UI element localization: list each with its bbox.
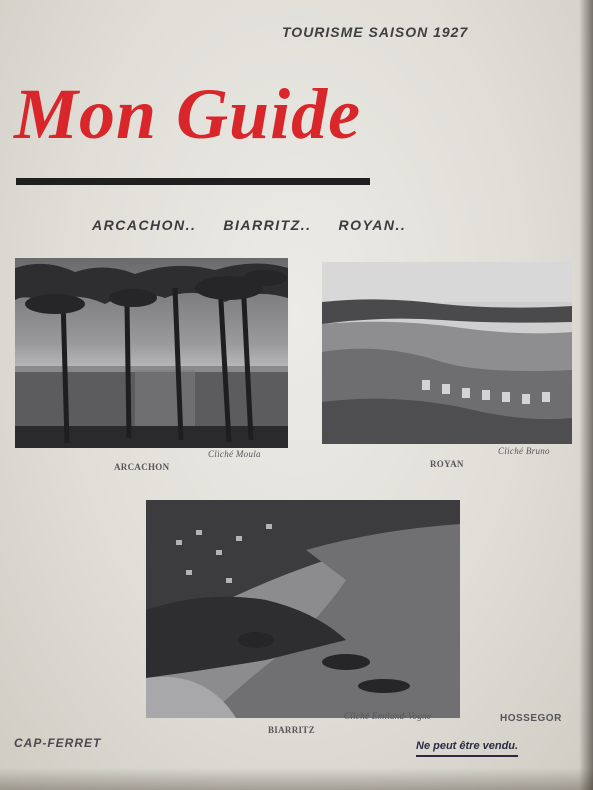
page-edge-shadow — [579, 0, 593, 790]
destinations-line — [92, 217, 406, 233]
credit-arcachon: Cliché Moula — [208, 449, 261, 459]
destination-royan: ROYAN.. — [338, 217, 407, 233]
not-for-sale-note: Ne peut être vendu. — [416, 740, 518, 757]
photo-arcachon — [15, 258, 288, 448]
cap-ferret-label: CAP-FERRET — [14, 736, 102, 750]
caption-royan: ROYAN — [430, 459, 464, 469]
caption-arcachon: ARCACHON — [114, 462, 170, 472]
photo-royan — [322, 262, 572, 444]
page-bottom-shadow — [0, 768, 593, 790]
guide-title: Mon Guide — [14, 74, 362, 154]
credit-royan: Cliché Bruno — [498, 446, 550, 456]
destination-arcachon: ARCACHON.. — [92, 217, 197, 233]
destination-biarritz: BIARRITZ.. — [223, 217, 312, 233]
season-label: TOURISME SAISON 1927 — [282, 24, 469, 40]
photo-biarritz — [146, 500, 460, 718]
hossegor-label: HOSSEGOR — [500, 713, 562, 724]
credit-biarritz: Cliché Emiland-Vogne — [344, 711, 432, 721]
title-underline-rule — [16, 178, 370, 185]
caption-biarritz: BIARRITZ — [268, 725, 315, 735]
